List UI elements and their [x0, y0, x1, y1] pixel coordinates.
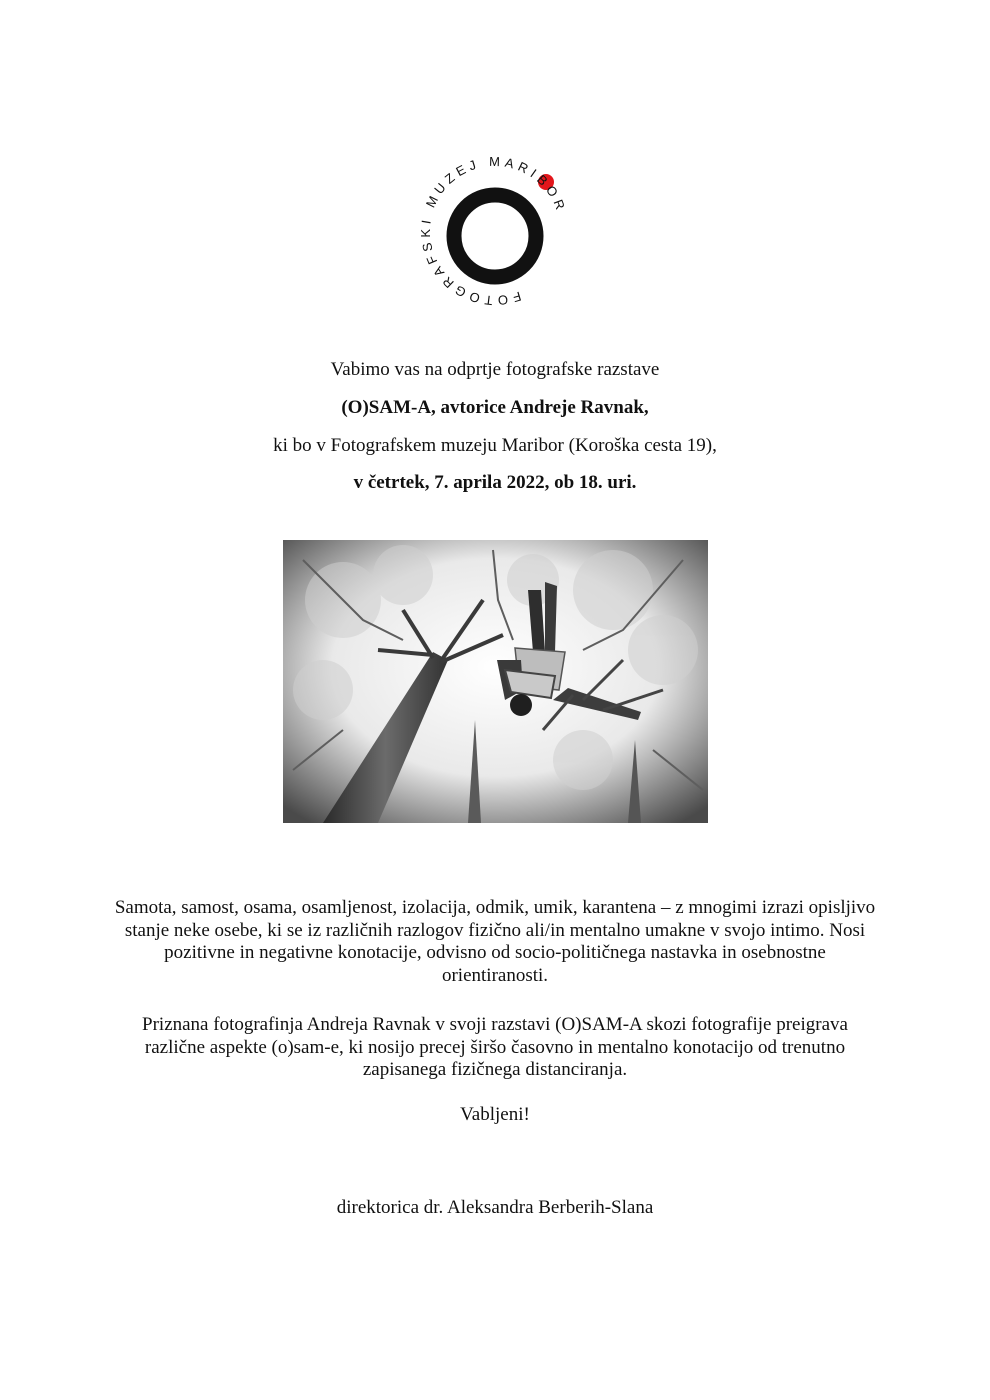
description-paragraph-1: Samota, samost, osama, osamljenost, izolacija, odmik, umik, karantena – z mnogimi izrazi opisljivo stanje neke osebe, ki se iz različnih razlogov fizično ali/in mentalno umakne v svojo intimo. Nosi pozitivne in negativne konotacije, odvisno od socio-političnega nastavka in osebnostne orientiranosti. — [114, 897, 876, 986]
logo-text: FOTOGRAFSKI MUZEJ MARIBOR — [417, 153, 570, 309]
exhibition-photo — [283, 540, 708, 823]
logo-ring — [454, 195, 536, 277]
invitation-venue: ki bo v Fotografskem muzeju Maribor (Koroška cesta 19), — [273, 435, 717, 456]
closing-text: Vabljeni! — [460, 1104, 530, 1125]
signature: direktorica dr. Aleksandra Berberih-Slana — [336, 1197, 654, 1218]
description-paragraph-2: Priznana fotografinja Andreja Ravnak v svoji razstavi (O)SAM-A skozi fotografije preigrava različne aspekte (o)sam-e, ki nosijo precej širšo časovno in mentalno konotacijo od trenutno zapisanega fizičnega distanciranja. — [142, 1014, 848, 1080]
svg-text:FOTOGRAFSKI MUZEJ MARIBOR — [412, 148, 578, 314]
museum-logo — [412, 148, 578, 314]
invitation-line-1: Vabimo vas na odprtje fotografske razstave — [330, 359, 660, 380]
exhibition-title: (O)SAM-A, avtorice Andreje Ravnak, — [341, 397, 649, 418]
invitation-date: v četrtek, 7. aprila 2022, ob 18. uri. — [353, 472, 637, 493]
